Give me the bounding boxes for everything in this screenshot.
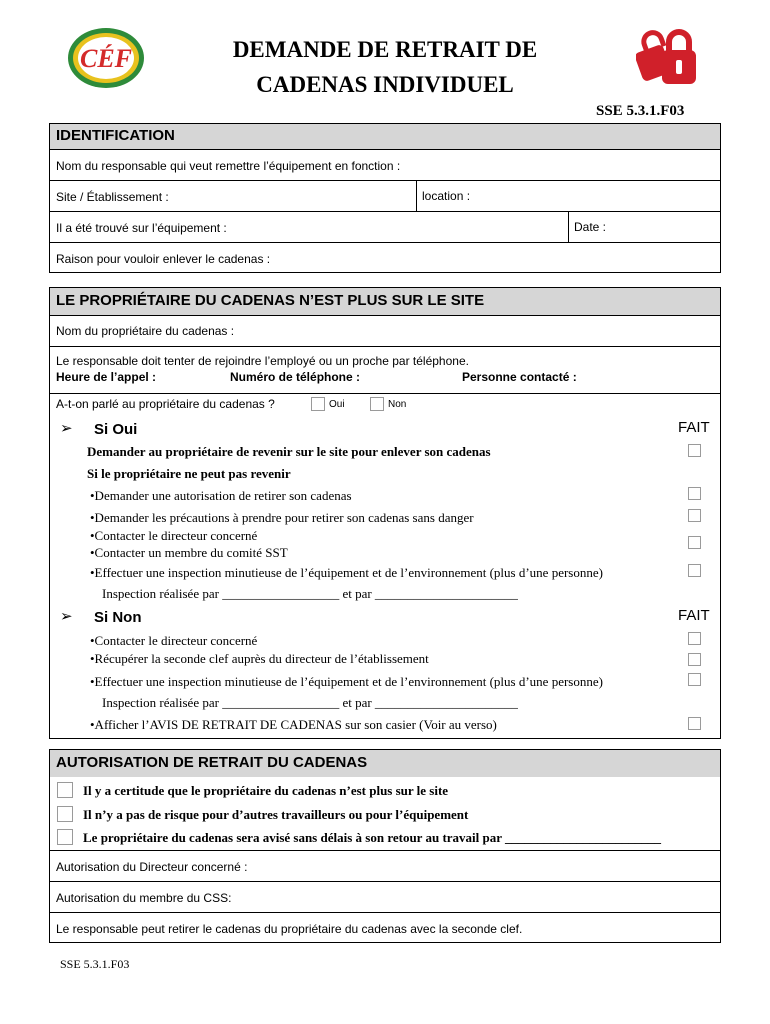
- non-label: Non: [388, 399, 407, 410]
- document-code: SSE 5.3.1.F03: [596, 103, 685, 119]
- fait-checkbox[interactable]: [688, 717, 701, 730]
- arrow-icon: ➢: [60, 420, 73, 437]
- svg-text:CÉF: CÉF: [79, 44, 133, 73]
- fait-label: FAIT: [678, 419, 710, 436]
- css-field[interactable]: Autorisation du membre du CSS:: [50, 881, 720, 912]
- joindre-text: Le responsable doit tenter de rejoindre l’employé ou un proche par téléphone.: [56, 354, 469, 368]
- responsable-field[interactable]: Nom du responsable qui veut remettre l’équipement en fonction :: [50, 149, 720, 180]
- arrow-icon: ➢: [60, 608, 73, 625]
- section-heading: IDENTIFICATION: [50, 124, 720, 149]
- retirer-text: Le responsable peut retirer le cadenas du propriétaire du cadenas avec la seconde clef.: [50, 912, 720, 943]
- site-field[interactable]: Site / Établissement :: [50, 180, 720, 211]
- demander-revenir-text: Demander au propriétaire de revenir sur le site pour enlever son cadenas: [87, 444, 491, 459]
- oui-checkbox[interactable]: [311, 397, 325, 411]
- si-oui-heading: Si Oui: [94, 421, 138, 438]
- oui-item: •Effectuer une inspection minutieuse de l’équipement et de l’environnement (plus d’une personne): [90, 565, 603, 580]
- fait-checkbox[interactable]: [688, 487, 701, 500]
- si-peut-pas-text: Si le propriétaire ne peut pas revenir: [87, 466, 291, 481]
- oui-item: •Demander les précautions à prendre pour retirer son cadenas sans danger: [90, 510, 474, 525]
- avise-checkbox[interactable]: [57, 829, 73, 845]
- non-item: •Contacter le directeur concerné: [90, 633, 258, 648]
- contacte-field[interactable]: Personne contacté :: [462, 370, 577, 384]
- cef-logo: [66, 26, 146, 90]
- risque-checkbox[interactable]: [57, 806, 73, 822]
- fait-label: FAIT: [678, 607, 710, 624]
- inspection-field[interactable]: Inspection réalisée par __________________ et par ______________________: [102, 695, 518, 710]
- identification-section: [49, 123, 721, 273]
- fait-checkbox[interactable]: [688, 444, 701, 457]
- fait-checkbox[interactable]: [688, 632, 701, 645]
- parle-question: A-t-on parlé au propriétaire du cadenas ?: [56, 397, 275, 411]
- non-item: •Effectuer une inspection minutieuse de l’équipement et de l’environnement (plus d’une personne): [90, 674, 603, 689]
- inspection-field[interactable]: Inspection réalisée par __________________ et par ______________________: [102, 586, 518, 601]
- directeur-field[interactable]: Autorisation du Directeur concerné :: [50, 850, 720, 881]
- non-checkbox[interactable]: [370, 397, 384, 411]
- certitude-checkbox[interactable]: [57, 782, 73, 798]
- certitude-text: Il y a certitude que le propriétaire du cadenas n’est plus sur le site: [83, 783, 449, 798]
- location-field[interactable]: location :: [422, 189, 471, 203]
- appel-block: [50, 346, 720, 393]
- trouve-field[interactable]: Il a été trouvé sur l’équipement :: [50, 211, 720, 242]
- fait-checkbox[interactable]: [688, 509, 701, 522]
- form-title-line1: DEMANDE DE RETRAIT DE: [232, 37, 538, 62]
- numero-field[interactable]: Numéro de téléphone :: [230, 370, 361, 384]
- fait-checkbox[interactable]: [688, 536, 701, 549]
- fait-checkbox[interactable]: [688, 673, 701, 686]
- risque-text: Il n’y a pas de risque pour d’autres travailleurs ou pour l’équipement: [83, 807, 469, 822]
- date-field[interactable]: Date :: [574, 220, 607, 234]
- oui-item: •Contacter le directeur concerné: [90, 528, 258, 543]
- fait-checkbox[interactable]: [688, 564, 701, 577]
- nom-proprietaire-field[interactable]: Nom du propriétaire du cadenas :: [50, 315, 720, 346]
- avise-text: Le propriétaire du cadenas sera avisé sans délais à son retour au travail par ________________________: [83, 830, 662, 845]
- section-heading: LE PROPRIÉTAIRE DU CADENAS N’EST PLUS SUR LE SITE: [50, 288, 720, 315]
- afficher-avis-text: •Afficher l’AVIS DE RETRAIT DE CADENAS sur son casier (Voir au verso): [90, 717, 497, 732]
- section-heading: AUTORISATION DE RETRAIT DU CADENAS: [50, 750, 720, 777]
- heure-field[interactable]: Heure de l’appel :: [56, 370, 157, 384]
- fait-checkbox[interactable]: [688, 653, 701, 666]
- padlock-icon: [636, 28, 704, 88]
- autorisation-section: [49, 749, 721, 943]
- footer-code: SSE 5.3.1.F03: [60, 957, 130, 971]
- si-non-heading: Si Non: [94, 609, 142, 626]
- proprietaire-section: [49, 287, 721, 739]
- oui-item: •Demander une autorisation de retirer son cadenas: [90, 488, 352, 503]
- oui-item: •Contacter un membre du comité SST: [90, 545, 288, 560]
- raison-field[interactable]: Raison pour vouloir enlever le cadenas :: [50, 242, 720, 273]
- form-title-line2: CADENAS INDIVIDUEL: [256, 72, 514, 97]
- non-item: •Récupérer la seconde clef auprès du directeur de l’établissement: [90, 651, 429, 666]
- oui-label: Oui: [329, 399, 345, 410]
